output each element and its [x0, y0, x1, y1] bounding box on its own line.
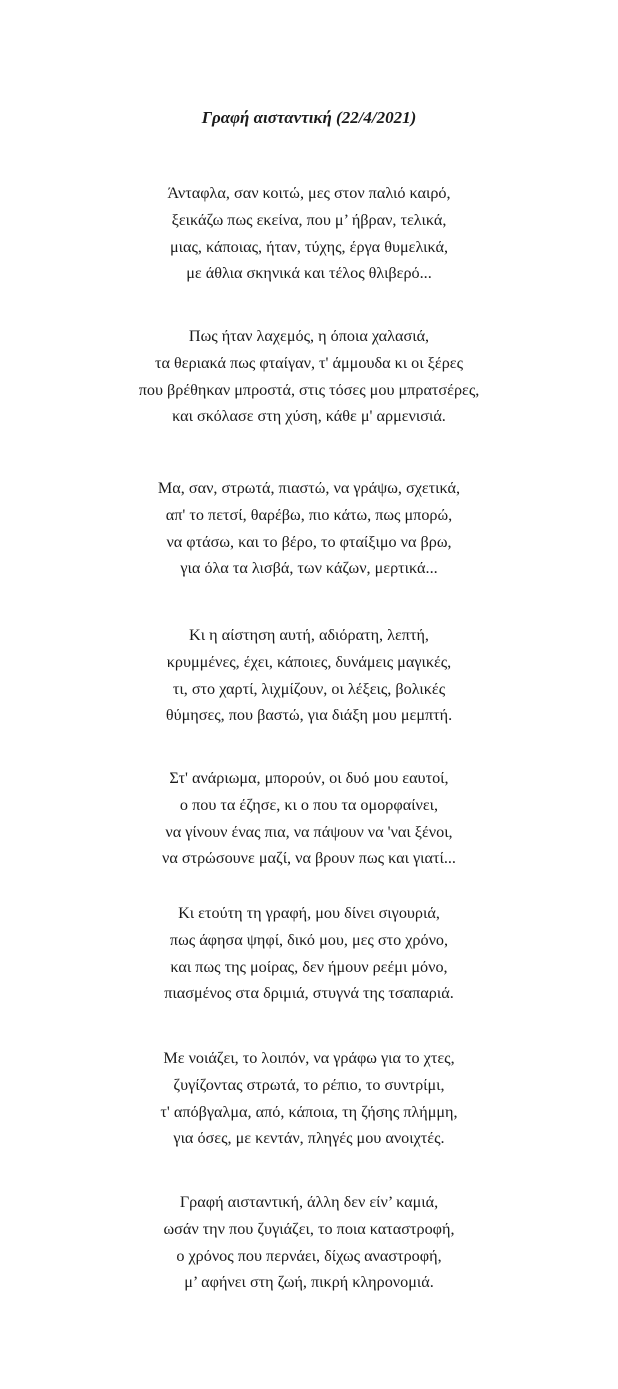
verse-line: ωσάν την που ζυγιάζει, το ποια καταστροφή,: [163, 1219, 455, 1238]
verse-line: που βρέθηκαν μπροστά, στις τόσες μου μπρατσέρες,: [138, 380, 480, 399]
verse-line: μιας, κάποιας, ήταν, τύχης, έργα θυμελικά,: [169, 237, 448, 256]
verse-line: και πως της μοίρας, δεν ήμουν ρεέμι μόνο,: [170, 957, 448, 976]
verse-line: ο χρόνος που περνάει, δίχως αναστροφή,: [176, 1246, 442, 1265]
verse-line: πιασμένος στα δριμιά, στυγνά της τσαπαριά.: [164, 984, 454, 1003]
verse-line: με άθλια σκηνικά και τέλος θλιβερό...: [186, 264, 432, 283]
verse-line: Μα, σαν, στρωτά, πιαστώ, να γράψω, σχετικά,: [157, 479, 461, 497]
verse-line: πως άφησα ψηφί, δικό μου, μες στο χρόνο,: [169, 930, 449, 949]
verse-line: Στ' ανάριωμα, μπορούν, οι δυό μου εαυτοί,: [169, 769, 449, 787]
verse-line: ξεικάζω πως εκείνα, που μ’ ήβραν, τελικά,: [171, 210, 447, 229]
verse-line: τι, στο χαρτί, λιχμίζουν, οι λέξεις, βολικές: [172, 679, 446, 698]
stanza-2: [0, 323, 618, 430]
verse-line: Γραφή αισταντική, άλλη δεν είν’ καμιά,: [179, 1193, 439, 1211]
verse-line: θύμησες, που βαστώ, για διάξη μου μεμπτή.: [165, 706, 453, 725]
verse-line: να στρώσουνε μαζί, να βρουν πως και γιατί...: [162, 849, 456, 868]
verse-line: ο που τα έζησε, κι ο που τα ομορφαίνει,: [179, 795, 439, 814]
verse-line: Άνταφλα, σαν κοιτώ, μες στον παλιό καιρό,: [167, 184, 451, 202]
stanza-5: [0, 765, 618, 872]
verse-line: Πως ήταν λαχεμός, η όποια χαλασιά,: [188, 327, 430, 345]
verse-line: μ’ αφήνει στη ζωή, πικρή κληρονομιά.: [184, 1273, 434, 1292]
stanza-3: [0, 475, 618, 582]
stanza-8: [0, 1189, 618, 1296]
stanza-4: [0, 622, 618, 729]
stanza-1: [0, 180, 618, 287]
verse-line: για όσες, με κεντάν, πληγές μου ανοιχτές.: [173, 1129, 445, 1148]
stanza-6: [0, 900, 618, 1007]
verse-line: τ' απόβγαλμα, από, κάποια, τη ζήσης πλήμμη,: [160, 1102, 458, 1121]
poem-title: Γραφή αισταντική (22/4/2021): [201, 108, 417, 127]
verse-line: τα θεριακά πως φταίγαν, τ' άμμουδα κι οι ξέρες: [155, 353, 463, 372]
verse-line: για όλα τα λισβά, των κάζων, μερτικά...: [180, 559, 438, 578]
stanza-7: [0, 1045, 618, 1152]
verse-line: και σκόλασε στη χύση, κάθε μ' αρμενισιά.: [172, 407, 446, 426]
verse-line: ζυγίζοντας στρωτά, το ρέπιο, το συντρίμι,: [173, 1075, 445, 1094]
verse-line: απ' το πετσί, θαρέβω, πιο κάτω, πως μπορώ,: [165, 505, 453, 524]
verse-line: Κι ετούτη τη γραφή, μου δίνει σιγουριά,: [178, 904, 440, 922]
verse-line: Κι η αίστηση αυτή, αδιόρατη, λεπτή,: [189, 626, 429, 644]
verse-line: κρυμμένες, έχει, κάποιες, δυνάμεις μαγικές,: [166, 652, 452, 671]
verse-line: να γίνουν ένας πια, να πάψουν να 'ναι ξένοι,: [165, 822, 453, 841]
verse-line: να φτάσω, και το βέρο, το φταίξιμο να βρω,: [166, 532, 452, 551]
verse-line: Με νοιάζει, το λοιπόν, να γράφω για το χτες,: [163, 1049, 455, 1067]
